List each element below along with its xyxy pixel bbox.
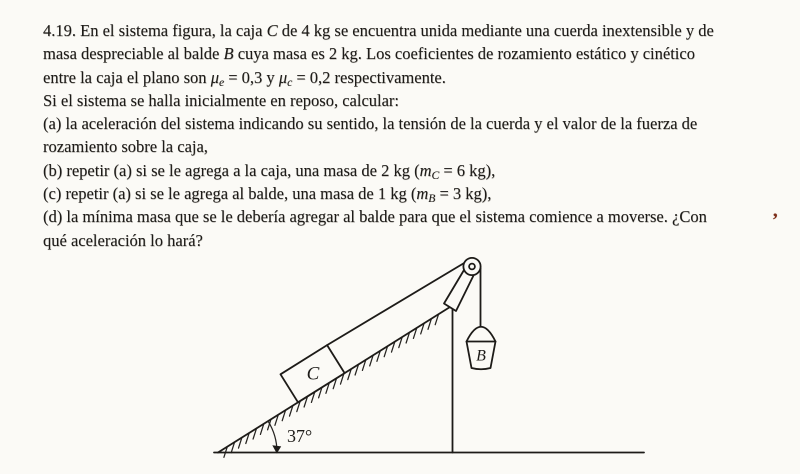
pulley [463, 258, 480, 275]
problem-line-4: Si el sistema se halla inicialmente en reposo, calcular: [43, 90, 399, 110]
angle-label: 37° [287, 426, 313, 446]
incline-hatching [224, 314, 439, 457]
problem-line-1: 4.19. En el sistema figura, la caja C de 4 kg se encuentra unida mediante una cuerda inextensible y de [43, 21, 714, 40]
problem-line-6: rozamiento sobre la caja, [43, 137, 208, 157]
pulley-wheel [463, 258, 480, 275]
bucket-b [467, 327, 496, 370]
box-c [281, 345, 345, 402]
problem-line-3: entre la caja el plano son $\mu_e = 0,3$ y $\mu_c = 0,2$ respectivamente. [43, 67, 446, 89]
box-c-label: C [306, 363, 320, 385]
problem-line-7: (b) repetir (a) si se le agrega a la caja, una masa de 2 kg ($m_C = 6$ kg), [43, 160, 496, 182]
problem-line-9: (d) la mínima masa que se le debería agregar al balde para que el sistema comience a moverse. ¿Con [43, 207, 707, 227]
bucket-b-label: B [476, 347, 486, 365]
problem-line-10: qué aceleración lo hará? [43, 230, 203, 250]
problem-line-5: (a) la aceleración del sistema indicando su sentido, la tensión de la cuerda y el valor de la fuerza de [43, 114, 698, 134]
scan-artifact-mark: ’ [772, 210, 779, 231]
problem-line-2: masa despreciable al balde B cuya masa es 2 kg. Los coeficientes de rozamiento estático y cinético [43, 44, 695, 64]
problem-line-8: (c) repetir (a) si se le agrega al balde, una masa de 1 kg ($m_B = 3$ kg), [43, 184, 492, 205]
angle-arc [268, 421, 281, 453]
